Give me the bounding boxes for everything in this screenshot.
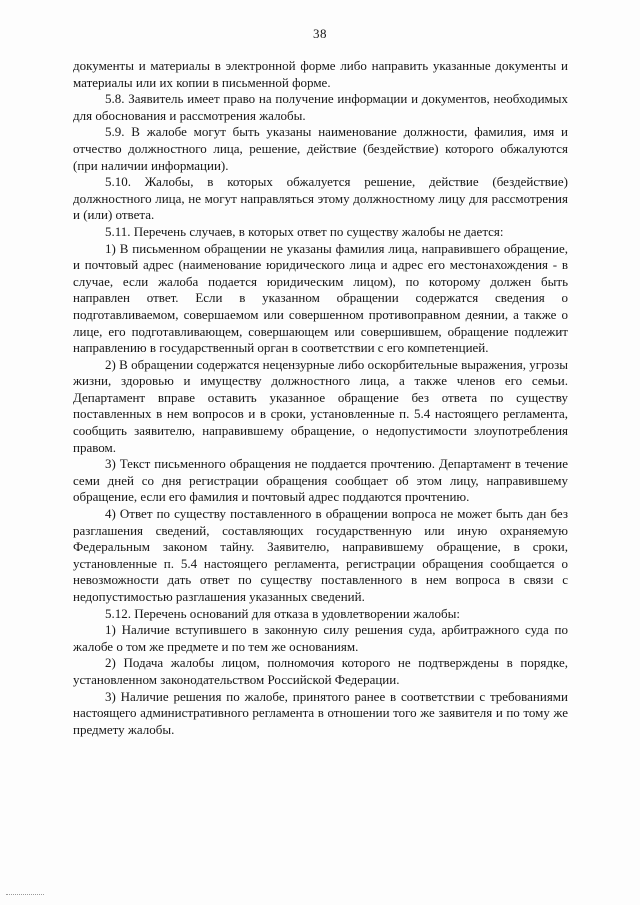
scan-artifact-mark: [6, 894, 44, 897]
paragraph-5-11-item-4: 4) Ответ по существу поставленного в обращении вопроса не может быть дан без разглашения сведений, составляющих государственную или иную охраняемую Федеральным законом тайну. Заявителю, направившему обращение, в сроки, установленные п. 5.4 настоящего регламента, регистрации обращения сообщается о невозможности дать ответ по существу поставленного в нем вопроса в связи с недопустимостью разглашения указанных сведений.: [73, 506, 568, 604]
paragraph-5-11-item-2: 2) В обращении содержатся нецензурные либо оскорбительные выражения, угрозы жизни, здоровью и имуществу должностного лица, а также членов его семьи. Департамент вправе оставить указанное обращение без ответа по существу поставленных в нем вопросов и в сроки, установленные п. 5.4 настоящего регламента, сообщить заявителю, направившему обращение, о недопустимости злоупотребления правом.: [73, 356, 568, 455]
paragraph-5-10: 5.10. Жалобы, в которых обжалуется решение, действие (бездействие) должностного лица, не могут направляться этому должностному лицу для рассмотрения и (или) ответа.: [73, 174, 568, 223]
paragraph-5-12: 5.12. Перечень оснований для отказа в удовлетворении жалобы:: [105, 605, 460, 621]
paragraph-5-12-item-1: 1) Наличие вступившего в законную силу решения суда, арбитражного суда по жалобе о том же предмете и по тем же основаниям.: [73, 622, 568, 654]
paragraph-5-11-item-3: 3) Текст письменного обращения не поддается прочтению. Департамент в течение семи дней со дня регистрации обращения сообщает об этом лицу, направившему обращение, если его фамилия и почтовый адрес поддаются прочтению.: [73, 456, 568, 505]
body-text: [73, 58, 568, 738]
paragraph-5-8: 5.8. Заявитель имеет право на получение информации и документов, необходимых для обоснования и рассмотрения жалобы.: [73, 91, 568, 123]
paragraph-5-11: 5.11. Перечень случаев, в которых ответ по существу жалобы не дается:: [105, 223, 504, 239]
page-number: 38: [313, 26, 327, 41]
paragraph-continuation: документы и материалы в электронной форме либо направить указанные документы и материалы или их копии в письменной форме.: [73, 58, 568, 90]
paragraph-5-11-item-1: 1) В письменном обращении не указаны фамилия лица, направившего обращение, и почтовый адрес (наименование юридического лица и адрес его местонахождения - в случае, если жалоба подается юридическим лицом), по которому должен быть направлен ответ. Если в указанном обращении содержатся сведения о подготавливаемом, совершаемом или совершенном противоправном деянии, а также о лице, его подготавливающем, совершающем или совершившем, обращение подлежит направлению в государственный орган в соответствии с его компетенцией.: [73, 240, 568, 356]
paragraph-5-12-item-2: 2) Подача жалобы лицом, полномочия которого не подтверждены в порядке, установленном законодательством Российской Федерации.: [73, 655, 568, 687]
paragraph-5-12-item-3: 3) Наличие решения по жалобе, принятого ранее в соответствии с требованиями настоящего административного регламента в отношении того же заявителя и по тому же предмету жалобы.: [73, 688, 568, 737]
paragraph-5-9: 5.9. В жалобе могут быть указаны наименование должности, фамилия, имя и отчество должностного лица, решение, действие (бездействие) которого обжалуются (при наличии информации).: [73, 124, 568, 173]
